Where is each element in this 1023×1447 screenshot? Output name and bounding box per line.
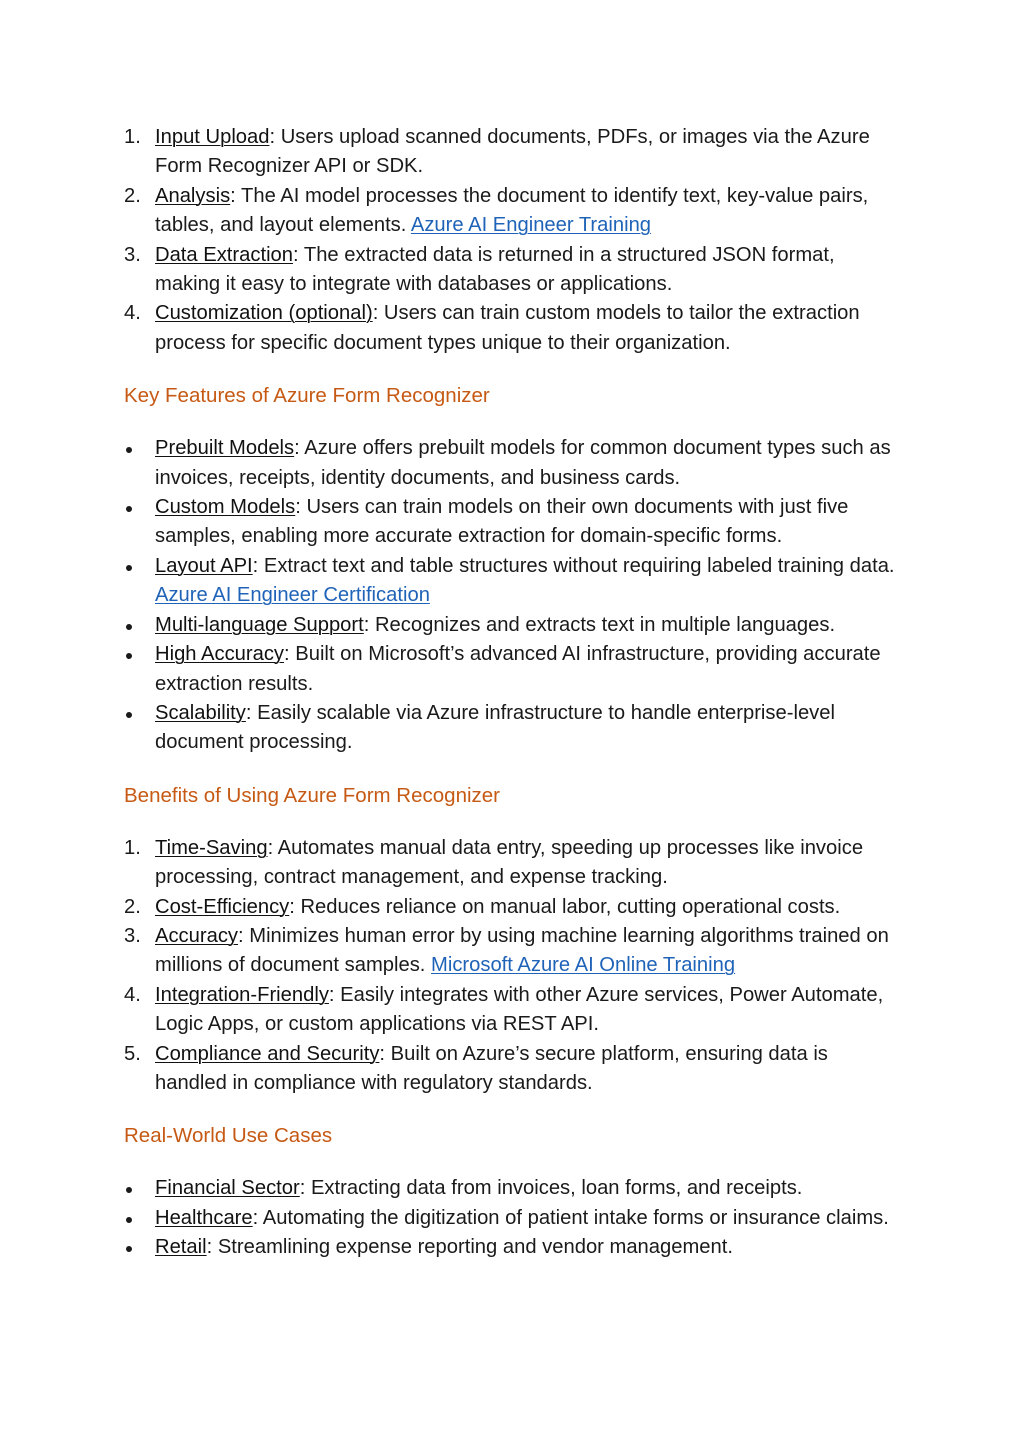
list-number: 4. (124, 302, 141, 325)
bullet-icon (126, 506, 132, 512)
item-term: High Accuracy (155, 643, 285, 666)
item-description: : Users upload scanned documents, PDFs, or images via the Azure Form Recognizer API or SDK. (155, 126, 870, 178)
item-description: : Azure offers prebuilt models for common document types such as invoices, receipts, identity documents, and business cards. (155, 437, 891, 489)
list-item (124, 182, 904, 241)
item-term: Input Upload (155, 126, 270, 148)
item-term: Layout API (155, 554, 253, 577)
list-item (124, 493, 904, 552)
item-term: Custom Models (155, 496, 296, 519)
bullet-icon (126, 565, 132, 571)
item-description: : Automates manual data entry, speeding up processes like invoice processing, contract management, and expense tracking. (155, 836, 864, 889)
item-description: : Users can train custom models to tailor the extraction process for specific document types unique to their organization. (155, 302, 860, 354)
list-item (124, 434, 904, 493)
list-item (124, 640, 904, 699)
list-item (124, 893, 904, 922)
item-term: Accuracy (155, 924, 239, 947)
item-description: : Users can train models on their own documents with just five samples, enabling more accurate extraction for domain-specific forms. (155, 496, 849, 548)
item-term: Multi-language Support (155, 613, 364, 636)
item-term: Integration-Friendly (155, 983, 329, 1006)
item-term: Compliance and Security (155, 1042, 380, 1065)
item-term: Healthcare (155, 1206, 253, 1229)
training-link[interactable]: Azure AI Engineer Certification (155, 584, 430, 607)
list-item (124, 834, 904, 893)
item-description: : The extracted data is returned in a structured JSON format, making it easy to integrate with databases or applications. (155, 243, 835, 296)
training-link[interactable]: Microsoft Azure AI Online Training (431, 954, 736, 977)
bullet-icon (126, 624, 132, 630)
key-features-list (124, 434, 904, 757)
bullet-icon (126, 653, 132, 659)
item-description: : Built on Microsoft’s advanced AI infrastructure, providing accurate extraction results. (155, 643, 881, 695)
list-item (124, 981, 904, 1040)
bullet-icon (126, 712, 132, 718)
list-number: 3. (124, 924, 141, 947)
heading-benefits: Benefits of Using Azure Form Recognizer (124, 783, 500, 807)
list-item (124, 1174, 904, 1203)
list-number: 3. (124, 243, 141, 266)
list-item (124, 552, 904, 611)
bullet-icon (126, 1187, 132, 1193)
item-term: Retail (155, 1236, 207, 1259)
list-item (124, 922, 904, 981)
item-description: : Automating the digitization of patient intake forms or insurance claims. (252, 1206, 889, 1229)
item-term: Scalability (155, 701, 246, 724)
bullet-icon (126, 1217, 132, 1223)
item-description: : The AI model processes the document to identify text, key-value pairs, tables, and layout elements. (155, 184, 869, 237)
item-term: Data Extraction (155, 243, 294, 266)
list-item (124, 1204, 904, 1233)
list-item (124, 611, 904, 640)
list-number: 1. (124, 126, 141, 148)
bullet-icon (126, 1246, 132, 1252)
item-description: : Minimizes human error by using machine learning algorithms trained on millions of document samples. (155, 924, 889, 977)
bullet-icon (126, 447, 132, 453)
training-link[interactable]: Azure AI Engineer Training (410, 214, 652, 237)
process-steps-list (124, 123, 904, 358)
list-number: 5. (124, 1042, 141, 1065)
item-term: Prebuilt Models (155, 437, 295, 460)
heading-use-cases: Real-World Use Cases (124, 1124, 333, 1148)
item-description: : Built on Azure’s secure platform, ensuring data is handled in compliance with regulatory standards. (155, 1042, 828, 1094)
item-term: Financial Sector (155, 1177, 300, 1200)
list-item (124, 699, 904, 758)
list-item (124, 123, 904, 182)
use-cases-list (124, 1174, 904, 1262)
item-description: : Extract text and table structures without requiring labeled training data. (252, 554, 895, 577)
list-item (124, 1040, 904, 1099)
item-description: : Easily integrates with other Azure services, Power Automate, Logic Apps, or custom applications via REST API. (155, 983, 884, 1036)
benefits-list (124, 834, 904, 1099)
item-description: : Easily scalable via Azure infrastructure to handle enterprise-level document processing. (155, 701, 835, 754)
list-number: 2. (124, 895, 141, 918)
heading-key-features: Key Features of Azure Form Recognizer (124, 384, 490, 408)
item-description: : Extracting data from invoices, loan forms, and receipts. (299, 1177, 803, 1200)
item-description: : Recognizes and extracts text in multiple languages. (363, 613, 836, 636)
list-number: 4. (124, 983, 141, 1006)
item-description: : Streamlining expense reporting and vendor management. (206, 1236, 733, 1259)
item-term: Time-Saving (155, 836, 268, 859)
list-item (124, 241, 904, 300)
list-item (124, 1233, 904, 1262)
document-body (124, 123, 904, 1263)
item-description: : Reduces reliance on manual labor, cutting operational costs. (289, 895, 841, 918)
list-item (124, 299, 904, 358)
list-number: 1. (124, 836, 141, 859)
item-term: Customization (optional) (155, 302, 373, 325)
item-term: Cost-Efficiency (155, 895, 290, 918)
item-term: Analysis (155, 184, 231, 207)
list-number: 2. (124, 184, 141, 207)
